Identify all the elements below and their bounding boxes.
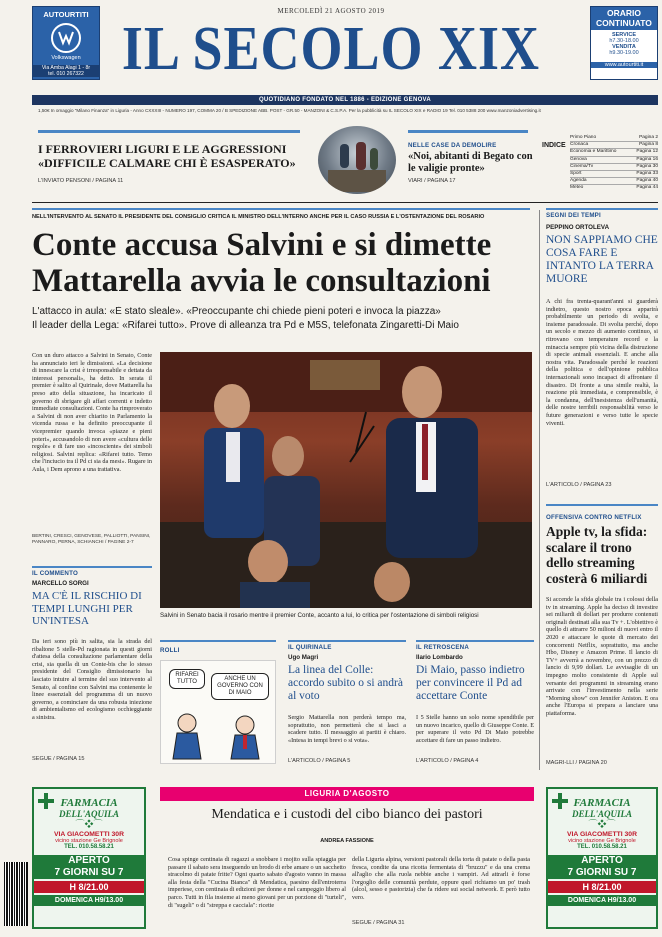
rolli-rule	[160, 640, 276, 642]
issue-date: MERCOLEDÌ 21 AGOSTO 2019	[277, 7, 385, 15]
founding-banner: QUOTIDIANO FONDATO NEL 1886 - EDIZIONE GENOVA	[32, 95, 658, 105]
rolli-label: ROLLI	[160, 647, 180, 654]
right-ad-sales: VENDITA	[612, 44, 636, 50]
lead-headline-2[interactable]: Mattarella avvia le consultazioni	[32, 263, 491, 299]
right-ad[interactable]	[590, 6, 658, 80]
farmacia-sunday: DOMENICA H9/13.00	[34, 895, 144, 906]
comment-body: Da ieri sono più in salita, sia la strada del ribaltone 5 stelle-Pd ragionata in questi giorni d'attesa della consultazione parlamentare della crisi, sia quella di un Conte-bis che lo stesso presidente del Consiglio dimissionario ha lasciato intuire al termine del suo intervento al Senato, al confine con Salvini ma contenente le linee essenziali del programma di un nuovo governo, a cominciare da una robusta iniezione di ambientalismo ed ecologismo occhieggiante a sinistra.	[32, 638, 152, 721]
teaser-divider	[32, 202, 658, 203]
index-section: Primo Piano	[570, 135, 597, 140]
segni-sig: L'ARTICOLO / PAGINA 23	[546, 482, 612, 488]
farmacia-hours: H 8/21.00	[34, 881, 144, 893]
index-section: Economia e Marittimo	[570, 149, 617, 155]
farmacia-name-1: FARMACIA	[573, 797, 631, 809]
lead-headline-1[interactable]: Conte accusa Salvini e si dimette	[32, 227, 492, 263]
teaser-begato-sig: VIARI / PAGINA 17	[408, 178, 456, 184]
eagle-icon: ⌒❖⌒	[75, 819, 103, 829]
quirinale-rule	[288, 640, 406, 642]
index-section: Meteo	[570, 185, 584, 191]
rolli-bubble-2: ANCHE UN GOVERNO CON DI MAIO	[211, 673, 269, 700]
rolli-bubble-1: RIFAREI TUTTO	[169, 669, 205, 689]
farmacia-address: VIA GIACOMETTI 30R	[567, 831, 637, 838]
right-ad-service-hours: h7.30-18.00	[609, 38, 639, 44]
farmacia-name-2: DELL'AQUILA	[571, 809, 632, 819]
info-line: 1,50€ In omaggio "Milano Finanza" in Liguria - Anno CXXXIII - NUMERO 197, COMMA 20 / B SPEDIZIONE ABB. POST - GR.50 - MANZONI & C.S.P.A. Per la pubblicità su IL SECOLO XIX e RADIO 19 Tel. 010 5388 200 www.manzoniadvertising.it	[38, 108, 541, 113]
left-ad[interactable]	[32, 6, 100, 80]
teaser-rule-1	[38, 130, 300, 133]
farmacia-name-1: FARMACIA	[60, 797, 118, 809]
index-page: Pagina 16	[636, 156, 658, 162]
liguria-sig: SEGUE / PAGINA 31	[352, 920, 405, 926]
comment-headline[interactable]: MA C'È IL RISCHIO DI TEMPI LUNGHI PER UN'INTESA	[32, 590, 142, 627]
lead-caption: Salvini in Senato bacia il rosario mentre il premier Conte, accanto a lui, lo critica per l'ostentazione di simboli religiosi	[160, 612, 479, 619]
index-page: Pagina 33	[636, 171, 658, 177]
rolli-cartoon[interactable]	[160, 660, 276, 764]
masthead[interactable]: IL SECOLO XIX	[121, 14, 541, 83]
comment-rule	[32, 566, 152, 568]
index-label: INDICE	[542, 142, 566, 149]
senate-scene-icon	[160, 352, 532, 608]
farmacia-ad-left[interactable]	[32, 787, 146, 929]
segni-rule	[546, 208, 658, 210]
teaser-photo	[318, 126, 396, 194]
farmacia-near: vicino stazione Ge Brignole	[568, 838, 636, 844]
index-row[interactable]	[570, 185, 658, 191]
farmacia-cross-icon	[38, 793, 54, 809]
farmacia-ad-right[interactable]	[546, 787, 658, 929]
retroscena-rule	[416, 640, 534, 642]
index-page: Pagina 40	[636, 178, 658, 184]
index-table	[570, 135, 658, 192]
index-page: Pagina 12	[636, 149, 658, 155]
index-row[interactable]	[570, 149, 658, 156]
retroscena-body: I 5 Stelle hanno un solo nome spendibile per un nuovo incarico, quello di Giuseppe Conte. E per superare il veto Pd Di Maio potrebbe accettare di fare un passo indietro.	[416, 714, 534, 744]
farmacia-open: APERTO	[548, 855, 656, 867]
teaser-begato-headline[interactable]: «Noi, abitanti di Begato con le valigie pronte»	[408, 151, 533, 174]
teaser-rule-2	[408, 130, 528, 133]
segni-kicker: SEGNI DEI TEMPI	[546, 212, 601, 219]
farmacia-name-2: DELL'AQUILA	[58, 809, 119, 819]
teaser-ferrovieri-sig: L'INVIATO PENSONI / PAGINA 11	[38, 178, 124, 184]
index-section: Cinema/Tv	[570, 163, 594, 169]
lead-rule	[32, 208, 530, 210]
index-page: Pagina 44	[636, 185, 658, 191]
lead-photo[interactable]	[160, 352, 532, 608]
quirinale-body: Sergio Mattarella non perderà tempo ma, soprattutto, non permetterà che si lasci a scadere tutto. Il messaggio ai partiti è chiaro. «Intesa in tempi brevi o si vota».	[288, 714, 406, 744]
teaser-ferrovieri-headline[interactable]: I FERROVIERI LIGURI E LE AGGRESSIONI «DIFFICILE CALMARE CHI È ESASPERATO»	[38, 142, 296, 170]
quirinale-headline[interactable]: La linea del Colle: accordo subito o si andrà al voto	[288, 664, 403, 702]
netflix-headline[interactable]: Apple tv, la sfida: scalare il trono dello streaming costerà 6 miliardi	[546, 524, 648, 586]
right-ad-service: SERVICE	[611, 32, 637, 38]
index-section: Sport	[570, 171, 582, 177]
left-ad-address: Via Amba Alagi 1 - 8r	[33, 65, 99, 71]
farmacia-open: APERTO	[34, 855, 144, 867]
left-ad-phone: tel. 010 267322	[33, 71, 99, 77]
segni-author: PEPPINO ORTOLEVA	[546, 224, 610, 231]
index-page: Pagina 8	[639, 142, 658, 148]
lead-kicker: NELL'INTERVENTO AL SENATO IL PRESIDENTE DEL CONSIGLIO CRITICA IL MINISTRO DELL'INTERNO ANCHE PER IL CASO RUSSIA E L'OSTENTAZIONE DEL ROSARIO	[32, 214, 485, 220]
teaser-begato-kicker: NELLE CASE DA DEMOLIRE	[408, 142, 497, 149]
right-ad-site: www.autourtiti.it	[591, 62, 657, 68]
index-page: Pagina 30	[636, 163, 658, 169]
farmacia-tel: TEL. 010.58.58.21	[64, 844, 114, 850]
index-row[interactable]	[570, 164, 658, 171]
comment-kicker: IL COMMENTO	[32, 570, 78, 577]
farmacia-address: VIA GIACOMETTI 30R	[54, 831, 124, 838]
cartoon-figures-icon	[161, 661, 277, 765]
index-section: Agenda	[570, 178, 587, 184]
eagle-icon: ⌒❖⌒	[588, 819, 616, 829]
retroscena-headline[interactable]: Di Maio, passo indietro per convincere il Pd ad accettare Conte	[416, 664, 525, 702]
right-ad-sales-hours: h9.30-19.00	[609, 50, 639, 56]
farmacia-sunday: DOMENICA H9/13.00	[548, 895, 656, 906]
index-row[interactable]	[570, 157, 658, 164]
quirinale-kicker: IL QUIRINALE	[288, 644, 332, 651]
left-ad-sub: Volkswagen	[51, 55, 81, 61]
farmacia-cross-icon	[552, 793, 568, 809]
lead-sub-2: Il leader della Lega: «Rifarei tutto». Prove di alleanza tra Pd e M5S, telefonata Zingaretti-Di Maio	[32, 320, 459, 331]
segni-headline[interactable]: NON SAPPIAMO CHE COSA FARE E INTANTO LA TERRA MUORE	[546, 234, 658, 285]
lead-sig: BERTINI, CRESCI, GENOVESE, PALLIOTTI, PANSINI, PANNARO, PERNA, SCHIANCHI / PAGINE 2-7	[32, 534, 151, 545]
quirinale-sig: L'ARTICOLO / PAGINA 5	[288, 758, 351, 764]
comment-sig: SEGUE / PAGINA 15	[32, 756, 85, 762]
netflix-rule	[546, 504, 658, 506]
right-column-divider	[539, 210, 540, 770]
retroscena-kicker: IL RETROSCENA	[416, 644, 470, 651]
liguria-label: LIGURIA D'AGOSTO	[160, 787, 534, 801]
right-ad-title: ORARIO CONTINUATO	[591, 7, 657, 30]
farmacia-hours: H 8/21.00	[548, 881, 656, 893]
liguria-col-1: Cosa spinge centinaia di ragazzi a snobbare i mojito sulla spiaggia per passare il sabato sera inseguendo un brodo di erbe amare o un sacchetto stracolmo di patate fritte? Ogni quarto sabato d'agosto vanno in massa alla festa della "Cucina Bianca" di Mendatica, paesino dell'entroterra imperiese, con centinaia di edizioni per donne e nel campeggio libero al parco. Tutti in fila insieme ai meno giovani per un porzione di "turteli", di "sugeli" o di "streppa e cacciala": ricette	[168, 856, 346, 909]
lead-body: Con un duro attacco a Salvini in Senato, Conte ha annunciato ieri le dimissioni. «La decisione di innescare la crisi è irresponsabile e dettata da interessi personali», ha detto. In serata il premier è salito al Quirinale, dove Mattarella ha preso atto della situazione, ha incaricato il governo di sbrigare gli affari correnti e indetto immediate consultazioni. Conte ha rimproverato a Salvini di non aver chiarito in Parlamento la vicenda russa e ha definito preoccupante il vicepremier quando invoca «piazze e pieni poteri», accusandolo di non avere «cultura delle regole» e di fare uso «incosciente» dei simboli religiosi. Salvini replica: «Rifarei tutto. Temo che l'inciucio tra il Pd ci sia da mesi». Rugare in Aula, i Dem aprono a una trattativa.	[32, 352, 152, 473]
left-ad-brand: AUTOURTITI	[43, 10, 89, 19]
index-section: Genova	[570, 156, 587, 162]
liguria-headline[interactable]: Mendatica e i custodi del cibo bianco dei pastori	[211, 807, 483, 822]
farmacia-days: 7 GIORNI SU 7	[34, 867, 144, 879]
comment-author: MARCELLO SORGI	[32, 580, 89, 587]
netflix-body: Si accende la sfida globale tra i colossi della tv in streaming. Apple ha deciso di investire sei miliardi di dollari per produrre contenuti originali destinati alla sua Tv +. L'obiettivo è quello di attrarre 50 milioni di nuovi entro il 2020 e attaccare le quote di mercato dei concorrenti Netflix, soprattutto, ma anche Hbo, Disney e Amazon Prime. Il lancio di TV+ avverrà a novembre, con un prezzo di lancio di 9,99 dollari. Le avvisaglie di un impegno molto consistente di Apple sul versante dei programmi in streaming erano arrivate con l'investimento nella serie "Morning show" con Jennifer Aniston. E ora anche l'Europa si prepara a lanciare una piattaforma.	[546, 596, 658, 717]
liguria-author: ANDREA FASSIONE	[320, 838, 374, 844]
netflix-sig: MAGRI-LLI / PAGINA 20	[546, 760, 607, 766]
barcode-icon	[4, 862, 28, 926]
segni-body: A chi fra trenta-quarant'anni si guarderà indietro, questo nostro epoca apparirà probabilmente un periodo di svolta, e insieme paradossale. Di svolta perché, dopo un secolo e mezzo di aumento continuo, si ritrovano con temperature record e la minaccia sempre più vicina della distruzione di specie animali essenziali. E anche alla nostra vita. Paradossale perché le reazioni della politica e dell'opinione pubblica internazionali sono incapaci di affrontare il disastro. Di fronte a una simile realtà, la reazione più immediata, e comprensibile, è la condanna, dell'inesistenza dell'umanità, delle nostre terribili responsabilità verso le future generazioni e verso tutte le specie viventi.	[546, 298, 658, 427]
netflix-kicker: OFFENSIVA CONTRO NETFLIX	[546, 514, 642, 521]
vw-logo-icon	[51, 23, 81, 53]
index-page: Pagina 2	[639, 135, 658, 140]
retroscena-author: Ilario Lombardo	[416, 654, 463, 661]
index-section: Cronaca	[570, 142, 589, 148]
quirinale-author: Ugo Magri	[288, 654, 319, 661]
liguria-col-2: della Liguria alpina, versioni pastorali della torta di patate o della pasta fresca, condite da una ricotta fermentata di "bruzzu" e da una crema all'aglio che alla ruola nebbie anche i vampiri. Ad attrarli è forse l'orgoglio delle comunità perdute, oppure quel richiamo un po' trash (alcol, sesso e pastorizia) che fa ridere sui social network. E però tutto vero.	[352, 856, 530, 901]
farmacia-near: vicino stazione Ge Brignole	[55, 838, 123, 844]
lead-sub-1: L'attacco in aula: «È stato sleale». «Preoccupante chi chiede pieni poteri e invoca la piazza»	[32, 306, 441, 317]
retroscena-sig: L'ARTICOLO / PAGINA 4	[416, 758, 479, 764]
farmacia-days: 7 GIORNI SU 7	[548, 867, 656, 879]
farmacia-tel: TEL. 010.58.58.21	[577, 844, 627, 850]
